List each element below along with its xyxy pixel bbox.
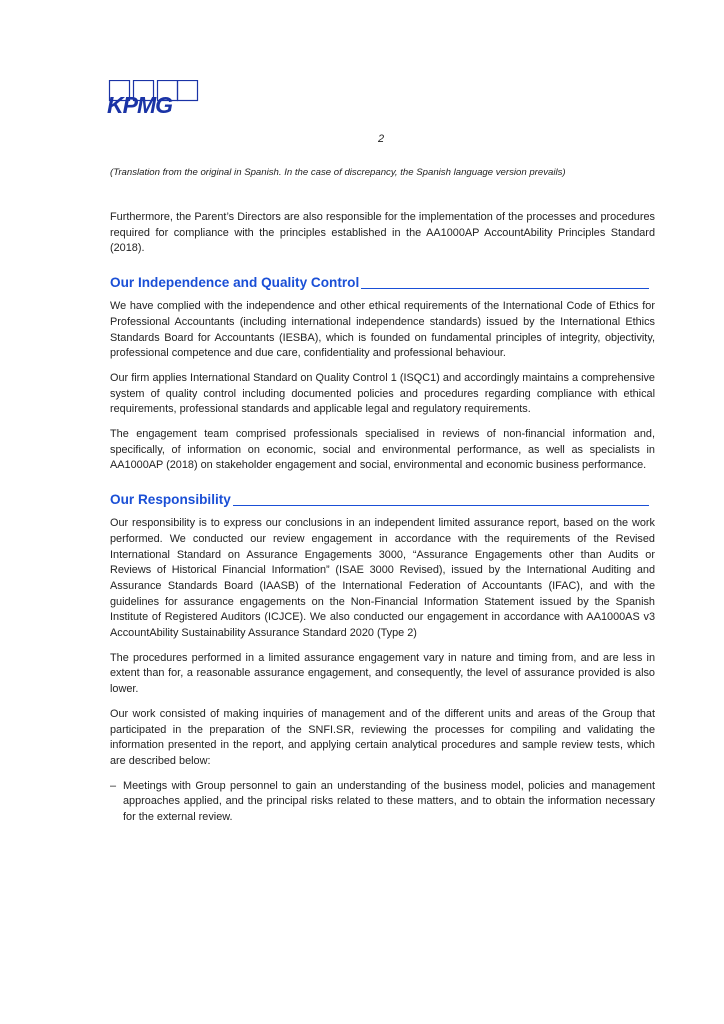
kpmg-logo-text: KPMG [107,92,172,118]
kpmg-logo [107,80,199,116]
section-heading-responsibility [110,491,655,508]
heading-rule [361,288,649,289]
list-item-text: Meetings with Group personnel to gain an understanding of the business model, policies and management approaches applied, and the principal risks related to these matters, and to obtain the information necessary for the external review. [123,779,655,824]
intro-paragraph: Furthermore, the Parent’s Directors are also responsible for the implementation of the processes and procedures required for compliance with the principles established in the AA1000AP AccountAbility Principles Standard (2018). [110,211,655,255]
paragraph: We have complied with the independence and other ethical requirements of the International Code of Ethics for Professional Accountants (including international independence standards) issued by the International Ethics Standards Board for Accountants (IESBA), which is founded on fundamental principles of integrity, objectivity, professional competence and due care, confidentiality and professional behaviour. [110,300,655,360]
heading-rule [233,505,649,506]
paragraph: Our firm applies International Standard on Quality Control 1 (ISQC1) and accordingly maintains a comprehensive system of quality control including documented policies and procedures regarding compliance with ethical requirements, professional standards and applicable legal and regulatory requirements. [110,371,655,416]
section-heading-independence [110,274,655,291]
document-body [110,210,655,835]
translation-note: (Translation from the original in Spanish. In the case of discrepancy, the Spanish language version prevails) [110,167,566,178]
paragraph: The engagement team comprised professionals specialised in reviews of non-financial information and, specifically, of information on economic, social and environmental performance, as well as specialists in AA1000AP (2018) on stakeholder engagement and social, environmental and economic business performance. [110,428,655,472]
page-number: 2 [378,133,385,145]
paragraph: The procedures performed in a limited assurance engagement vary in nature and timing from, and are less in extent than for, a reasonable assurance engagement, and consequently, the level of assurance provided is also lower. [110,651,655,696]
paragraph: Our responsibility is to express our conclusions in an independent limited assurance report, based on the work performed. We conducted our review engagement in accordance with the requirements of the Revised International Standard on Assurance Engagements 3000, “Assurance Engagements other than Audits or Reviews of Historical Financial Information” (ISAE 3000 Revised), issued by the International Auditing and Assurance Standards Board (IAASB) of the International Federation of Accountants (IFAC), and with the guidelines for assurance engagements on the Non-Financial Information Statement issued by the Spanish Institute of Registered Auditors (ICJCE). We also conducted our engagement in accordance with AA1000AS v3 AccountAbility Sustainability Assurance Standard 2020 (Type 2) [110,517,655,640]
list-item [110,779,655,826]
bullet-dash: – [110,779,117,792]
procedures-list [110,779,655,826]
paragraph: Our work consisted of making inquiries of management and of the different units and areas of the Group that participated in the preparation of the SNFI.SR, reviewing the processes for compiling and validating the information presented in the report, and applying certain analytical procedures and sample review tests, which are described below: [110,707,655,767]
section-title: Our Independence and Quality Control [110,275,360,291]
section-title: Our Responsibility [110,492,231,508]
